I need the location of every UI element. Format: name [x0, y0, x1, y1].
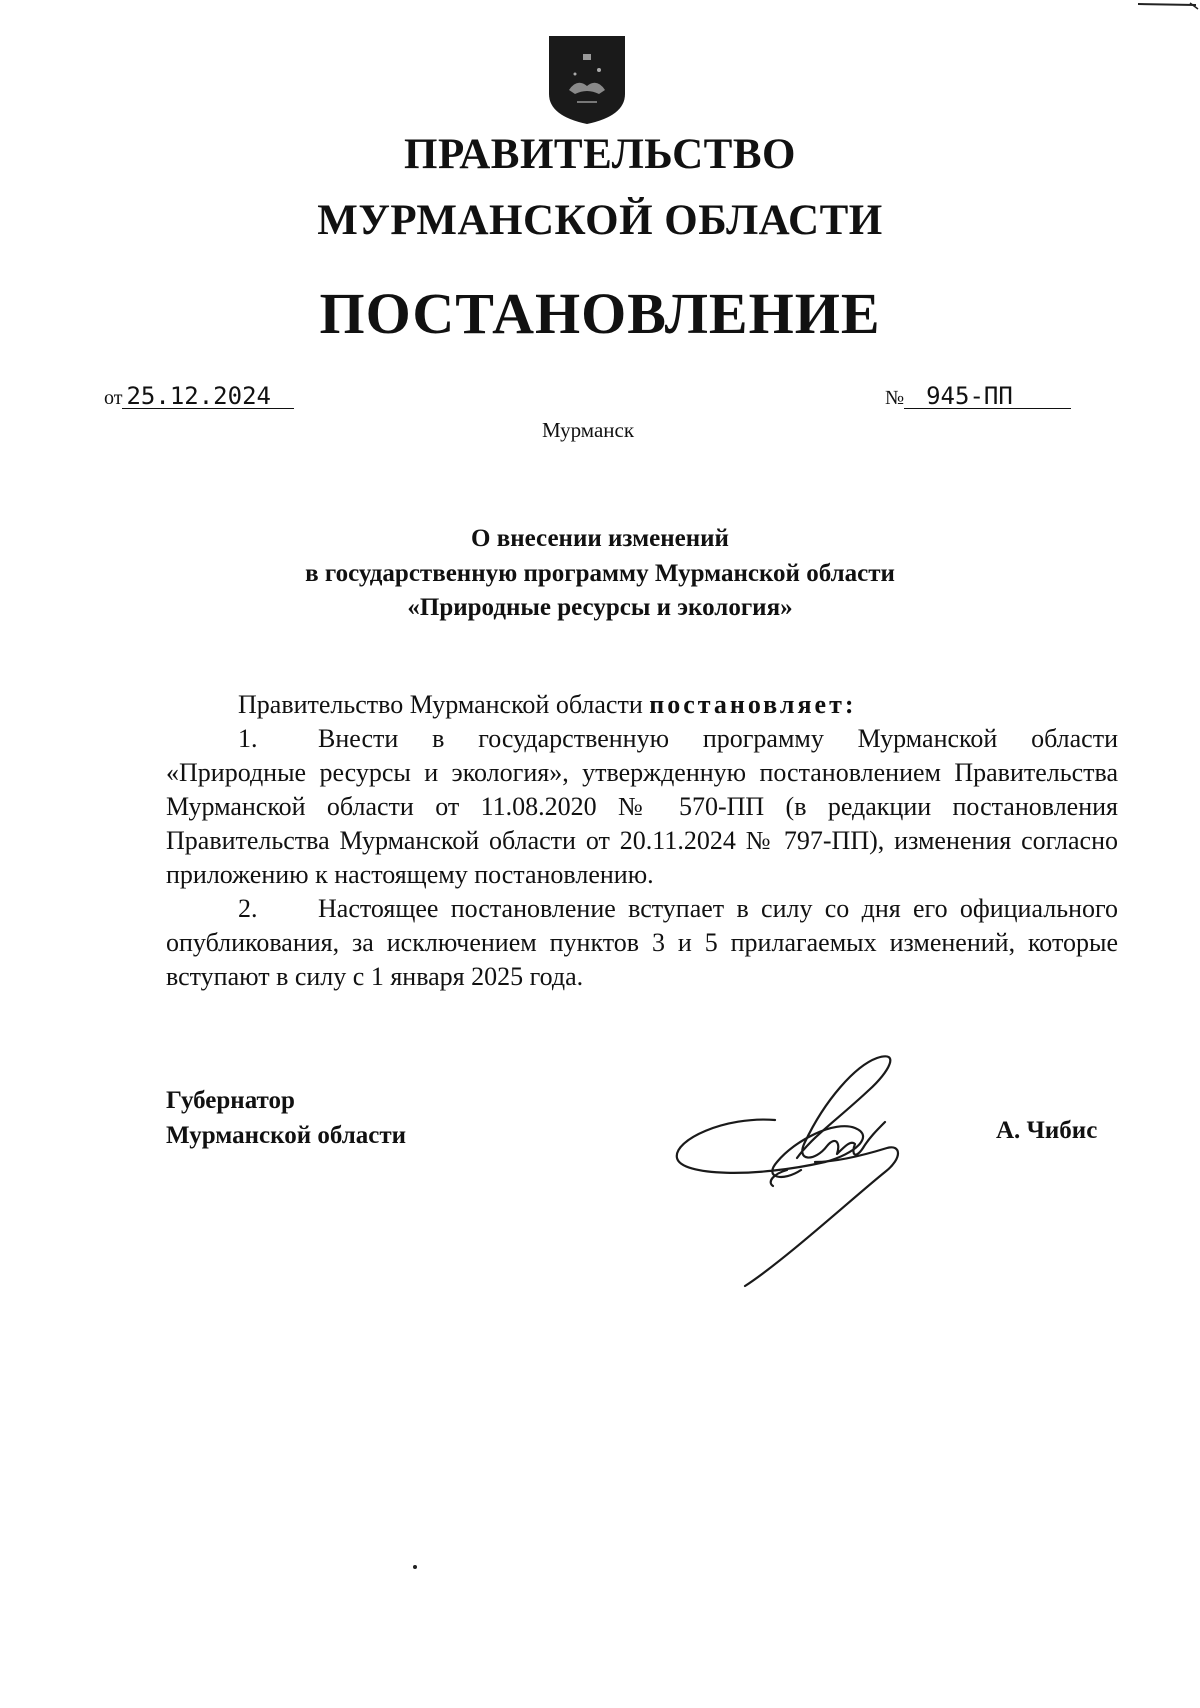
coat-of-arms-icon: [547, 34, 627, 126]
handwritten-signature-icon: [665, 1050, 970, 1290]
document-type-title: ПОСТАНОВЛЕНИЕ: [319, 281, 881, 346]
item-number: 2.: [238, 894, 258, 923]
item-paragraph-2: [166, 892, 1118, 994]
item-paragraph-1: [166, 722, 1118, 892]
document-date: [104, 384, 294, 410]
position-line2: Мурманской области: [166, 1122, 407, 1149]
item-text: Настоящее постановление вступает в силу со дня его официального опубликования, за исключением пунктов 3 и 5 прилагаемых изменений, которые вступают в силу с 1 января 2025 года.: [166, 894, 1118, 991]
corner-scan-mark: [1136, 0, 1200, 10]
number-value: 945-ПП: [904, 384, 1071, 409]
government-title-line1: ПРАВИТЕЛЬСТВО: [404, 131, 796, 178]
preamble-paragraph: [166, 688, 1118, 722]
document-number: [885, 384, 1071, 410]
document-body: [166, 688, 1118, 994]
scan-dot: [413, 1565, 417, 1569]
signer-position: [166, 1083, 406, 1153]
date-value: 25.12.2024: [122, 384, 294, 409]
position-line1: Губернатор: [166, 1087, 295, 1114]
preamble-emphasis: постановляет:: [649, 690, 857, 719]
government-title-line2: МУРМАНСКОЙ ОБЛАСТИ: [317, 197, 883, 244]
preamble-text: Правительство Мурманской области: [238, 690, 650, 719]
signer-name: А. Чибис: [996, 1117, 1098, 1144]
number-label: №: [885, 387, 905, 409]
city-name: Мурманск: [541, 418, 635, 442]
item-text: Внести в государственную программу Мурманской области «Природные ресурсы и экология», утвержденную постановлением Правительства Мурманской области от 11.08.2020 № 570-ПП (в редакции постановления Правительства Мурманской области от 20.11.2024 № 797-ПП), изменения согласно приложению к настоящему постановлению.: [166, 724, 1118, 889]
subject-line1: О внесении изменений: [471, 525, 729, 552]
subject-line2: в государственную программу Мурманской области: [305, 560, 895, 587]
subject-line3: «Природные ресурсы и экология»: [407, 594, 793, 621]
item-number: 1.: [238, 724, 258, 753]
date-label: от: [104, 387, 123, 409]
